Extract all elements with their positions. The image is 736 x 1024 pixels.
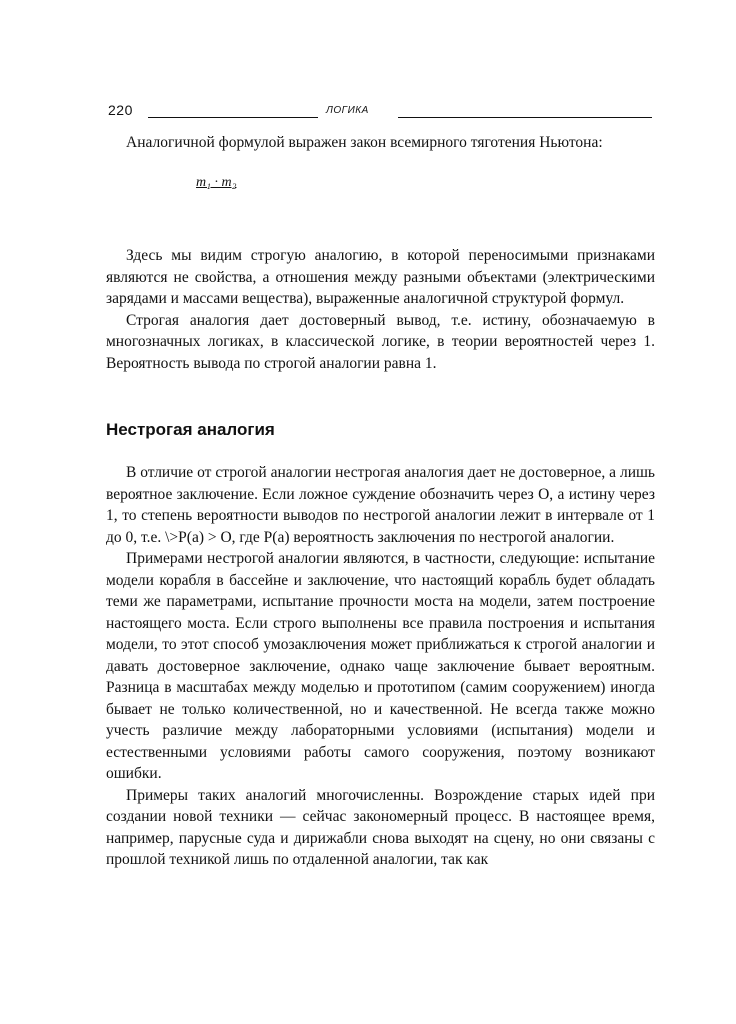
paragraph: Примерами нестрогой аналогии являются, в частности, следующие: испытание модели корабля в бассейне и заключение, что настоящий корабль будет обладать теми же параметрами, испытание прочности моста на модели, затем построение настоящего моста. Если строго выполнены все правила построения и испытания модели, то этот способ умозаключения может приближаться к строгой аналогии и давать достоверное заключение, однако чаще заключение бывает вероятным. Разница в масштабах между моделью и прототипом (самим сооружением) иногда бывает не только количественной, но и качественной. Не всегда также можно учесть различие между лабораторными условиями (испытания) модели и естественными условиями работы самого сооружения, поэтому возникают ошибки. (106, 550, 655, 782)
section-heading: Нестрогая аналогия (106, 420, 275, 439)
page-number: 220 (108, 102, 133, 118)
intro-paragraph: Аналогичной формулой выражен закон всемирного тяготения Ньютона: (126, 134, 603, 151)
header-rule-left (148, 117, 318, 118)
running-title: ЛОГИКА (326, 105, 369, 116)
intro-text (106, 132, 655, 154)
header-rule-right (398, 117, 652, 118)
formula-fragment: m₁ · m₂ (196, 175, 237, 190)
page-header (108, 102, 652, 120)
text-block-nonstrict (106, 462, 655, 871)
paragraph: Примеры таких аналогий многочисленны. Возрождение старых идей при создании новой техники — сейчас закономерный процесс. В настоящее время, например, парусные суда и дирижабли снова выходят на сцену, но они связаны с прошлой техникой лишь по отдаленной аналогии, так как (106, 786, 655, 868)
paragraph: Строгая аналогия дает достоверный вывод, т.е. истину, обозначаемую в многозначных логиках, в классической логике, в теории вероятностей через 1. Вероятность вывода по строгой аналогии равна 1. (106, 311, 655, 372)
paragraph: В отличие от строгой аналогии нестрогая аналогия дает не достоверное, а лишь вероятное заключение. Если ложное суждение обозначить через О, а истину через 1, то степень вероятности выводов по нестрогой аналогии лежит в интервале от 1 до 0, т.е. \>P(a) > О, где P(a) вероятность заключения по нестрогой аналогии. (106, 464, 655, 546)
paragraph: Здесь мы видим строгую аналогию, в которой переносимыми признаками являются не свойства, а отношения между разными объектами (электрическими зарядами и массами вещества), выраженные аналогичной структурой формул. (106, 247, 655, 307)
text-block-strict (106, 245, 655, 374)
